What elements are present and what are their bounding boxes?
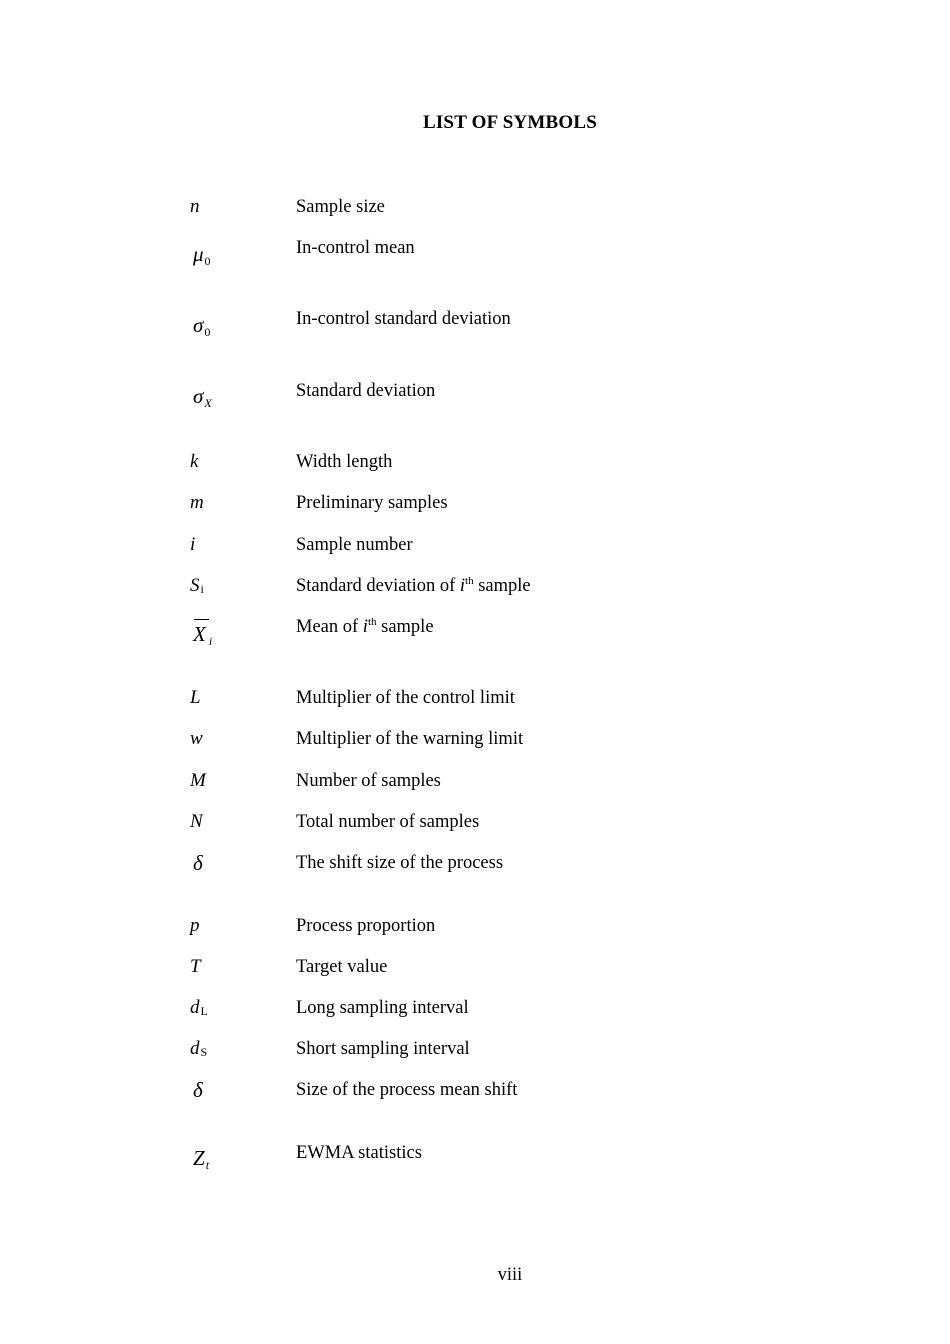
desc-std-dev: Standard deviation xyxy=(296,381,436,401)
symbol-t: T xyxy=(190,956,201,977)
desc-multiplier-warning-limit: Multiplier of the warning limit xyxy=(296,729,524,749)
desc-number-of-samples: Number of samples xyxy=(296,771,441,791)
symbol-delta-2: δ xyxy=(193,1078,203,1102)
desc-short-sampling-interval: Short sampling interval xyxy=(296,1039,470,1059)
desc-sample-number: Sample number xyxy=(296,535,413,555)
desc-long-sampling-interval: Long sampling interval xyxy=(296,998,469,1018)
symbol-delta: δ xyxy=(193,851,203,875)
desc-in-control-mean: In-control mean xyxy=(296,238,415,258)
desc-mean-of-ith-sample: Mean of $i^{th}$ sample xyxy=(296,616,434,637)
page-number: viii xyxy=(497,1265,523,1285)
symbol-p: p xyxy=(190,915,200,936)
desc-target-value: Target value xyxy=(296,957,388,977)
symbol-d-l: dL xyxy=(190,997,208,1018)
desc-preliminary-samples: Preliminary samples xyxy=(296,493,448,513)
symbol-m-upper: M xyxy=(190,770,206,791)
desc-sample-size: Sample size xyxy=(296,197,385,217)
symbol-w: w xyxy=(190,728,203,749)
desc-ewma-statistics: EWMA statistics xyxy=(296,1143,422,1163)
symbol-d-s: dS xyxy=(190,1038,208,1059)
symbol-n: n xyxy=(190,196,200,217)
symbol-sigma-x: $\sigma_X$ xyxy=(193,384,212,410)
page-title: LIST OF SYMBOLS xyxy=(422,112,598,133)
desc-width-length: Width length xyxy=(296,452,393,472)
symbol-x-bar-i: X $_i$ xyxy=(193,623,212,652)
symbol-z-t: $Z_t$ xyxy=(193,1146,210,1172)
symbol-sigma-0: $\sigma_0$ xyxy=(193,313,211,339)
symbol-n-upper: N xyxy=(190,811,203,832)
desc-shift-size: The shift size of the process xyxy=(296,853,504,873)
desc-process-proportion: Process proportion xyxy=(296,916,436,936)
desc-process-mean-shift: Size of the process mean shift xyxy=(296,1080,518,1100)
desc-total-number-of-samples: Total number of samples xyxy=(296,812,480,832)
symbol-s-i: Si xyxy=(190,575,204,596)
symbol-mu-0: $\mu_0$ xyxy=(193,242,211,268)
symbol-m: m xyxy=(190,492,204,513)
desc-std-dev-of-ith-sample: Standard deviation of $i^{th}$ sample xyxy=(296,575,531,596)
symbol-l: L xyxy=(190,687,201,708)
desc-multiplier-control-limit: Multiplier of the control limit xyxy=(296,688,515,708)
desc-in-control-std-dev: In-control standard deviation xyxy=(296,309,511,329)
symbol-k: k xyxy=(190,451,199,472)
symbol-i: i xyxy=(190,534,196,555)
